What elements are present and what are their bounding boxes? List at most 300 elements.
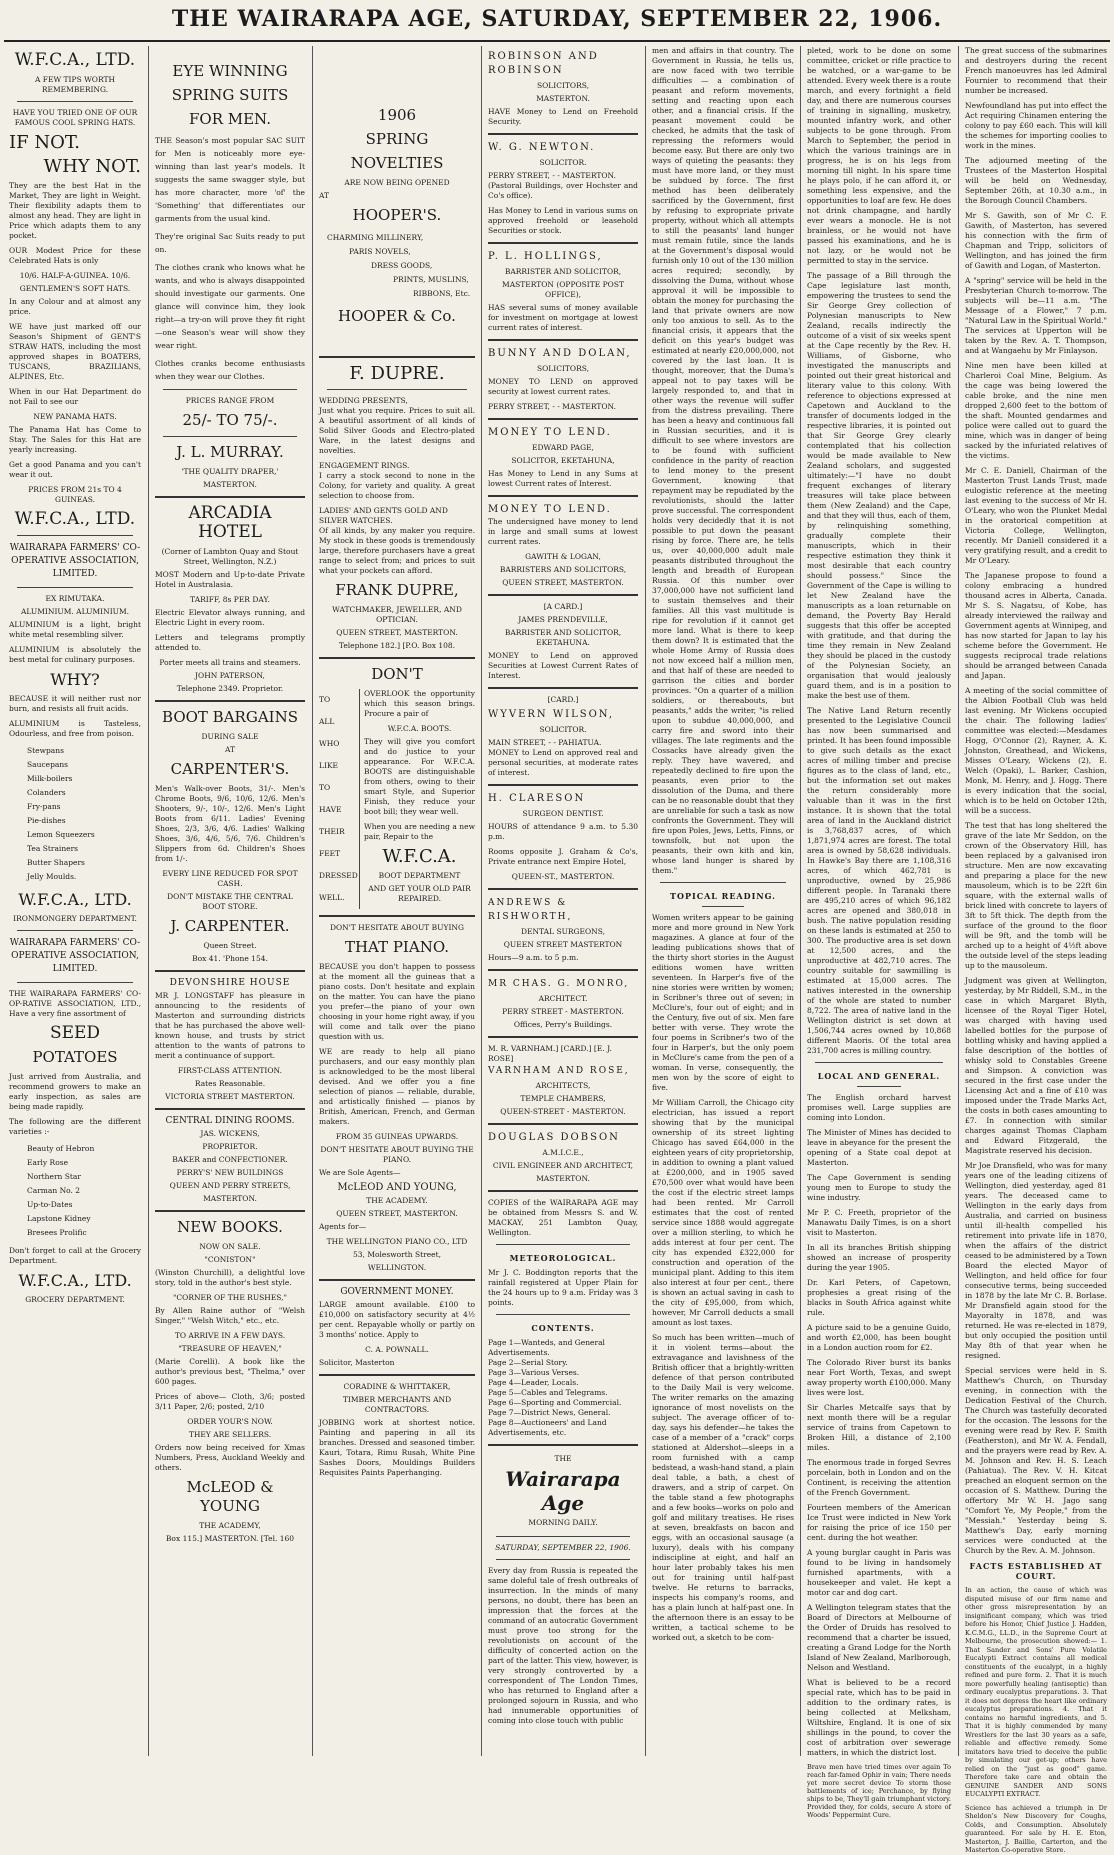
card-title: A.M.I.C.E.,	[542, 1148, 584, 1157]
card-name: ROBINSON AND ROBINSON	[488, 51, 599, 76]
professional-card	[488, 250, 638, 333]
article-text: Judgment was given at Wellington, yesterday, by Mr Riddell, S.M., in the case in which Margaret Blyth, licensee of the Royal Tiger Hotel, was charged with having used labelled bottles for the purpose of bottling whisky and having applied a false description of the bottles of whisky sold to Constables Greene and Simpson. A conviction was secured in the first case under the Licensing Act and a fine of £10 was imposed under the Trade Marks Act, the costs in both cases amounting to £7. In connection with similar charges against Thomas Clapham and Edward Fitzgerald, the Magistrate reserved his decision.	[965, 976, 1107, 1155]
card-name: MR CHAS. G. MONRO,	[488, 979, 630, 989]
divider	[488, 1190, 638, 1192]
ad-text: AND GET YOUR OLD PAIR REPAIRED.	[368, 884, 471, 903]
ad-heading: DON'T	[371, 665, 423, 683]
divider	[327, 389, 467, 390]
ad-text: Porter meets all trains and steamers.	[159, 658, 301, 667]
leader-date: SATURDAY, SEPTEMBER 22, 1906.	[495, 1543, 631, 1552]
ad-text: Men's Walk-over Boots, 31/-. Men's Chrome Boots, 9/6, 10/6, 12/6. Men's Shooters, 9/-, 10/-, 12/6. Men's Light Boots from 6/11. Ladies' Evening Shoes, 2/3, 3/6, 4/6. Ladies' Walking Shoes, 3/6, 4/6, 5/6, 7/6. Children's Slippers from 6d. Children's Shoes from 1/-.	[155, 784, 305, 863]
list-item: Up-to-Dates	[27, 1200, 73, 1209]
ad-text: FIRST-CLASS ATTENTION.	[178, 1066, 282, 1075]
ad-heading: NOVELTIES	[350, 154, 444, 172]
article-text: Mr Joe Dransfield, who was for many years one of the leading citizens of Wellington, died yesterday, aged 81 years. The deceased came to Wellington in the early days from Australia, and carried on business until ill-health compelled his retirement into private life in 1870, when the affairs of the district ceased to be administered by a Town Board the elected Mayor of Wellington, and held office for four consecutive terms, being succeeded in 1878 by the late Mr C. B. Borlase. Mr Dransfield again stood for the Mayoralty in 1878, and was returned. He was re-elected in 1879, but only occupied the position until May 8th of that year when he resigned.	[965, 1161, 1107, 1360]
card-location: QUEEN-ST., MASTERTON.	[511, 872, 615, 881]
divider	[496, 1244, 630, 1245]
divider	[17, 930, 133, 931]
card-text: MONEY to Lend on approved Securities at Lowest Current Rates of Interest.	[488, 651, 638, 680]
card-text: (Pastoral Buildings, over Hochster and Co's office).	[488, 181, 638, 200]
ad-heading: ARCADIA HOTEL	[188, 503, 272, 542]
card-name: P. L. HOLLINGS,	[488, 251, 603, 262]
professional-card	[488, 1131, 638, 1184]
ad-text: I carry a stock second to none in the Colony, for variety and quality. A great selection to choose from.	[319, 471, 475, 500]
contents-item: Page 3—Various Verses.	[488, 1368, 580, 1377]
item-list	[27, 744, 141, 884]
contents-item: Page 8—Auctioneers' and Land Advertisements, etc.	[488, 1418, 607, 1437]
ad-text: "CORNER OF THE RUSHES,"	[172, 1293, 288, 1302]
column-rule	[312, 46, 313, 1756]
ad-text: WE are ready to help all piano purchasers, and our easy monthly plan is acknowledged to be the most liberal devised. And we offer you a fine selection of pianos — reliable, durable, and artistically finished — pianos by British, American, French, and German makers.	[319, 1047, 475, 1126]
divider	[488, 594, 638, 596]
card-title: SURGEON DENTIST.	[522, 809, 604, 818]
article-text: The Cape Government is sending young men to Europe to study the wine industry.	[807, 1173, 951, 1202]
ad-text: BECAUSE you don't happen to possess at the moment all the guineas that a piano costs. Don't hesitate and explain on the matter. You can have the piano you prefer—the piano of your own choosing in your home right away, if you will come and talk over the piano question with us.	[319, 962, 475, 1041]
ad-heading: SEED	[49, 1023, 101, 1043]
list-item: Colanders	[27, 788, 66, 797]
ad-heading: SPRING SUITS	[171, 86, 289, 104]
column-rule	[481, 46, 482, 1756]
ad-text: (Marie Corelli). A book like the author's previous best, "Thelma," over 600 pages.	[155, 1357, 305, 1386]
professional-card	[488, 503, 638, 588]
ad-text: Queen Street.	[203, 941, 257, 950]
ad-heading: HOOPER'S.	[352, 206, 442, 224]
article-text: A "spring" service will be held in the Presbyterian Church to-morrow. The subjects will be—11 a.m. "The Message of a Flower," 7 p.m. "Natural Law in the Spiritual World." The services at Upperton will be taken by the Rev. A. T. Thompson, and at Wangaehu by Mr Finlayson.	[965, 276, 1107, 355]
ad-text: The following are the different varieties :-	[9, 1117, 141, 1136]
card-location: MAIN STREET, - - PAHIATUA.	[488, 738, 602, 747]
divider	[17, 535, 133, 536]
divider	[155, 496, 305, 498]
column-3	[314, 46, 480, 1756]
ad-subheading: PRICES RANGE FROM	[185, 396, 275, 405]
ad-text: FROM 35 GUINEAS UPWARDS.	[335, 1132, 459, 1141]
ad-text: (Winston Churchill), a delightful love story, told in the author's best style.	[155, 1268, 305, 1287]
column-5	[647, 46, 799, 1756]
section-heading: METEOROLOGICAL.	[509, 1253, 617, 1263]
list-item: RIBBONS, Etc.	[413, 289, 471, 298]
ad-text: Don't forget to call at the Grocery Department.	[9, 1246, 141, 1265]
ad-heading: 1906	[377, 106, 417, 124]
list-item: Butter Shapers	[27, 858, 85, 867]
ad-text: MASTERTON.	[203, 1194, 257, 1203]
article-text: Special services were held in S. Matthew's Church, on Thursday evening, in connection with the Dedication Festival of the Church. The Church was tastefully decorated for the occasion. The lessons for the evening were read by Rev. F. Smith (Featherston), and Mr W. A. Fendall, and the prayers were read by Rev. A. M. Johnson and Rev. H. S. Leach (Pahiatua). The Rev. V. H. Kitcat preached an eloquent sermon on the occasion of S. Matthew. During the offertory Mr W. H. Jago sang "Comfort Ye, My People," from the "Messiah." Yesterday being S. Matthew's Day, early morning services were conducted at the Church by the Rev. A. M. Johnson.	[965, 1366, 1107, 1555]
ad-text: Rates Reasonable.	[194, 1079, 266, 1088]
column-6	[802, 46, 956, 1819]
card-title: ARCHITECT.	[538, 994, 588, 1003]
card-location: MASTERTON.	[536, 1174, 590, 1183]
divider	[488, 687, 638, 689]
column-rule	[645, 46, 646, 1756]
ad-text: A FEW TIPS WORTH REMEMBERING.	[34, 75, 116, 94]
divider	[488, 1036, 638, 1038]
list-item: DRESS GOODS,	[371, 261, 433, 270]
ad-text: HAVE YOU TRIED ONE OF OUR FAMOUS COOL SPRING HATS.	[12, 108, 138, 127]
ad-subheading: CORADINE & WHITTAKER,	[343, 1382, 451, 1391]
card-title: SOLICITOR.	[539, 158, 587, 167]
article-text: In an action, the cause of which was disputed misuse of our firm name and other gross misrepresentation by an insignificant company, which was tried before his Honor, Chief Justice J. Hadden, K.C.M.G., LL.D., in the Supreme Court at Melbourne, the prosecution showed:— 1. That Sander and Sons' Pure Volatile Eucalypti Extract contains all medical constituents of the eucalypt, in a highly refined and pure form. 2. That it is much more powerfully healing (antiseptic) than ordinary eucalyptus preparations. 3. That it does not depress the heart like ordinary eucalyptus preparations. 4. That it contains no harmful ingredients, and 5. That it is highly commended by many Wrestlers for the last 30 years as a safe, reliable and effective remedy. Some imitators have tried to deceive the public by simulating our get-up; others have relied on the "just as good" game. Therefore take care and obtain the GENUINE SANDER AND SONS EUCALYPTI EXTRACT.	[965, 1586, 1107, 1798]
card-tag: [CARD.]	[547, 695, 579, 704]
card-location: SOLICITOR, EKETAHUNA,	[511, 456, 615, 465]
divider	[155, 1210, 305, 1212]
card-name: BUNNY AND DOLAN,	[488, 348, 632, 359]
ad-text: Agents for—	[319, 1222, 367, 1231]
article-text: Sir Charles Metcalfe says that by next month there will be a regular service of trains from Capetown to Broken Hill, a distance of 2,100 miles.	[807, 1403, 951, 1452]
ad-text: They will give you comfort and do justice to your appearance. For W.F.C.A. BOOTS are distinguishable from others, owing to their smart Style, and Superior Finish, they reduce your boot bill; they wear well.	[364, 737, 475, 816]
divider	[857, 1086, 901, 1087]
article-text: Mr C. E. Daniell, Chairman of the Masterton Trust Lands Trust, made eulogistic reference at the meeting last evening to the success of Mr H. O'Leary, who won the Plunket Medal in the oratorical competition at Victoria College, Wellington, recently. Mr Daniell considered it a very gratifying result, and a credit to Mr O'Leary.	[965, 466, 1107, 565]
ad-text: We are Sole Agents—	[319, 1168, 401, 1177]
card-location: PERRY STREET - MASTERTON.	[502, 1007, 624, 1016]
ad-text: THE ACADEMY,	[199, 1521, 261, 1530]
card-title: SOLICITORS,	[537, 81, 589, 90]
article-text: A young burglar caught in Paris was found to be living in handsomely furnished apartments, with a housekeeper and valet. He kept a motor car and dog cart.	[807, 1548, 951, 1597]
divider	[496, 1559, 630, 1560]
column-rule	[958, 46, 959, 1756]
divider	[163, 436, 297, 437]
card-name: VARNHAM AND ROSE,	[488, 1066, 630, 1076]
section-heading: FACTS ESTABLISHED AT COURT.	[969, 1561, 1103, 1581]
ad-subheading: WEDDING PRESENTS,	[319, 396, 408, 405]
ad-subheading: LADIES' AND GENTS GOLD AND SILVER WATCHES.	[319, 506, 448, 525]
divider	[319, 356, 475, 358]
ad-text: EVERY LINE REDUCED FOR SPOT CASH.	[162, 869, 298, 888]
card-title: DENTAL SURGEONS,	[521, 927, 605, 936]
side-word: TO	[319, 783, 331, 792]
divider	[319, 657, 475, 659]
card-location: QUEEN STREET, MASTERTON.	[502, 578, 624, 587]
wfca-heading: W.F.C.A., LTD.	[18, 890, 132, 909]
ad-text: JOBBING work at shortest notice. Painting and papering in all its branches. Dressed and seasoned timber. Kauri, Totara, Rimu Rusah, White Pine Sashes Doors, Mouldings Builders Requisites Paints Paperhanging.	[319, 1418, 475, 1477]
ad-subheading: W.F.C.A. BOOTS.	[387, 724, 452, 733]
column-1	[4, 46, 146, 1756]
divider	[488, 418, 638, 420]
article-text: pleted, work to be done on some committee, cricket or rifle practice to be watched, or a war-game to be attended. Every week there is a route march, and every fortnight a field day, and there are numerous courses of training in signalling, musketry, mounted infantry work, and other subjects to be gone through. From March to September, the period in which the various trainings are in progress, he is on his legs from morning till night. In his spare time he plays polo, if he can afford it, or something less expensive, and the opportunities to loaf are few. He does not drink champagne, and hardly ever wears a monocle. He is not brainless, or he would not have passed his examinations, and he is not lazy, or he would not be permitted to stay in the service.	[807, 46, 951, 265]
ad-text: Just arrived from Australia, and recommend growers to make an early inspection, as sales are being made rapidly.	[9, 1072, 141, 1111]
ad-text: WELLINGTON.	[367, 1263, 427, 1272]
nameplate-subtitle: MORNING DAILY.	[528, 1518, 598, 1527]
divider	[496, 1536, 630, 1537]
side-word: HAVE	[319, 805, 342, 814]
article-text: The enormous trade in forged Sevres porcelain, both in London and on the Continent, is receiving the attention of the French Government.	[807, 1458, 951, 1497]
ad-text: The Panama Hat has Come to Stay. The Sales for this Hat are yearly increasing.	[9, 425, 141, 454]
article-text: A picture said to be a genuine Guido, and worth £2,000, has been bought in a London auction room for £2.	[807, 1323, 951, 1352]
ad-text: Clothes cranks become enthusiasts when they wear our Clothes.	[155, 359, 305, 381]
card-tag: [A CARD.]	[543, 602, 583, 611]
column-7	[960, 46, 1112, 1854]
article-text: The adjourned meeting of the Trustees of the Masterton Hospital will be held on Wednesday, September 26th, at 10.30 a.m., in the Borough Council Chambers.	[965, 156, 1107, 205]
ad-text: DON'T MISTAKE THE CENTRAL BOOT STORE.	[167, 892, 293, 911]
ad-text: QUEEN STREET, MASTERTON.	[336, 628, 458, 637]
professional-card	[488, 792, 638, 882]
card-location: MASTERTON.	[536, 94, 590, 103]
list-item: Stewpans	[27, 746, 64, 755]
coop-heading: WAIRARAPA FARMERS' CO-OPERATIVE ASSOCIATION, LIMITED.	[9, 938, 141, 974]
ad-text: THEY ARE SELLERS.	[188, 1430, 272, 1439]
ad-heading: W.F.C.A.	[382, 846, 457, 867]
ad-text: Telephone 182.] [P.O. Box 108.	[338, 641, 456, 650]
article-text: Mr P. C. Freeth, proprietor of the Manawatu Daily Times, is on a short visit to Masterton.	[807, 1208, 951, 1237]
card-location: QUEEN STREET MASTERTON	[503, 940, 623, 949]
side-word: FEET	[319, 849, 341, 858]
ad-heading: FRANK DUPRE,	[335, 581, 459, 599]
ad-subheading: IRONMONGERY DEPARTMENT.	[13, 914, 137, 923]
card-title: EDWARD PAGE,	[532, 443, 594, 452]
divider	[488, 495, 638, 497]
article-text: Nine men have been killed at Charleroi Coal Mine, Belgium. As the cage was being lowered the cable broke, and the nine men dropped 2,600 feet to the bottom of the shaft. Mounted gendarmes and police were called out to guard the mine, which was in danger of being sacked by the infuriated relatives of the victims.	[965, 361, 1107, 460]
ad-text: Box 115.] MASTERTON. [Tel. 160	[165, 1534, 295, 1543]
card-location: PERRY STREET, - - MASTERTON.	[488, 402, 617, 411]
ad-price: PRICES FROM 21s TO 4 GUINEAS.	[28, 485, 122, 504]
list-item: PRINTS, MUSLINS,	[393, 275, 469, 284]
ad-text: DON'T HESITATE ABOUT BUYING	[330, 923, 464, 932]
ad-heading: WHY?	[50, 670, 100, 689]
divider	[319, 915, 475, 917]
wfca-heading: W.F.C.A., LTD.	[18, 1271, 132, 1290]
section-heading: CONTENTS.	[531, 1323, 595, 1333]
card-text: MONEY to Lend on approved real and personal securities, at moderate rates of interest.	[488, 748, 638, 777]
section-heading: TOPICAL READING.	[670, 891, 776, 901]
ad-text: JOHN PATERSON,	[195, 671, 265, 680]
article-text: The English orchard harvest promises well. Large supplies are coming into London.	[807, 1093, 951, 1122]
ad-heading: POTATOES	[32, 1048, 118, 1066]
divider	[496, 1314, 630, 1315]
article-text: Mr S. Gawith, son of Mr C. F. Gawith, of Masterton, has severed his connection with the firm of Chapman and Tripp, solicitors of Wellington, and has joined the firm of Gawith and Logan, of Masterton.	[965, 211, 1107, 270]
boot-ad-body	[359, 689, 475, 909]
ad-text: WATCHMAKER, JEWELLER, AND OPTICIAN.	[332, 605, 462, 624]
professional-card	[488, 977, 638, 1030]
ad-subheading: NEW PANAMA HATS.	[33, 412, 117, 421]
card-text: HOURS of attendance 9 a.m. to 5.30 p.m.	[488, 822, 638, 841]
side-word: ALL	[319, 717, 335, 726]
article-text: The Native Land Return recently presented to the Legislative Council has now been summarised and printed. It has been found impossible to give such details as the exact acres of milling timber and precise figures as to the class of land, etc., but the information set out makes the return considerably more valuable than it was in the first instance. It is shown that the total area of land in the Auckland district is 3,768,837 acres, of which 1,871,974 acres are forest. The total area is owned by 58,628 individuals. In Hawke's Bay there are 1,108,316 acres, of which 462,781 is unproductive, owned by 25,986 different people. In Taranaki there are 495,210 acres of which 96,182 acres are opened and 380,018 in bush. The native population residing on these lands is estimated at 250 to 300. The productive area is set down at 12,500 acres, and the unproductive at 482,710 acres. The country suitable for sawmilling is estimated at 15,000 acres. The natives interested in the ownership of the whole are stated to number 8,722. The area of native land in the Wellington district is set down at 1,506,744 acres owned by 10,868 different Maoris. Of the total area 231,700 acres is milling country.	[807, 706, 951, 1055]
card-title: GAWITH & LOGAN,	[525, 552, 601, 561]
divider	[155, 700, 305, 702]
side-word: WHO	[319, 739, 340, 748]
side-word: THEIR	[319, 827, 345, 836]
coop-heading: WAIRARAPA FARMERS' CO-OPERATIVE ASSOCIATION, LIMITED.	[9, 543, 141, 579]
professional-card	[488, 347, 638, 412]
divider	[488, 133, 638, 135]
contents-item: Page 2—Serial Story.	[488, 1358, 568, 1367]
wfca-boot-ad	[319, 689, 475, 909]
wfca-heading: W.F.C.A., LTD.	[14, 509, 136, 529]
ad-subheading: GOVERNMENT MONEY.	[340, 1287, 454, 1297]
list-item: CHARMING MILLINERY,	[327, 233, 424, 242]
ad-text: OUR Modest Price for these Celebrated Hats is only	[9, 246, 141, 265]
contents-item: Page 7—District News, General.	[488, 1408, 611, 1417]
ad-subheading: TARIFF, 8s PER DAY.	[190, 595, 270, 604]
professional-card	[488, 426, 638, 489]
ad-heading: J. CARPENTER.	[170, 917, 290, 935]
ad-text: ARE NOW BEING OPENED	[344, 178, 450, 187]
card-location: PERRY STREET, - - MASTERTON.	[488, 171, 617, 180]
article-text: The passage of a Bill through the Cape legislature last month, empowering the trustees to send the Sir George Grey collection of Polynesian manuscripts to New Zealand, recalls indirectly the outcome of a visit of six weeks spent at the Cape recently by the Rev. H. Williams, of Gisborne, who investigated the manuscripts and pointed out their great historical and literary value to this colony. With reference to objections expressed at Capetown and Auckland to the transfer of documents lodged in the respective libraries, it is pointed out that Sir George Grey clearly contemplated that his collection would be made available to New Zealand scholars, and suggested ultimately:—"I have no doubt frequent exchanges of literary treasures will take place between them (New Zealand) and the Cape, and that they will thus, each of them, by relinquishing something, gradually complete their manuscripts, which in their respective estimation they think it most desirable that each country should possess." Since the Government of the Cape is willing to let New Zealand have the manuscripts as a loan returnable on demand, the Poverty Bay Herald suggests that this offer be accepted with gratitude, and that during the time they remain in New Zealand they should be placed in the custody of the Polynesian Society, an organisation that would jealously guard them, and is in a position to make the best use of them.	[807, 271, 951, 700]
article-text: Science has achieved a triumph in Dr Sheldon's New Discovery for Coughs, Colds, and Consumption. Absolutely guaranteed. For sale by H. E. Eton, Masterton, J. Baillie, Carterton, and the Masterton Co-operative Store.	[965, 1803, 1107, 1854]
ad-text: DURING SALE	[201, 732, 259, 741]
divider	[319, 1374, 475, 1376]
ad-heading: SPRING	[365, 130, 429, 148]
ad-text: TO ARRIVE IN A FEW DAYS.	[174, 1331, 286, 1340]
professional-card	[488, 602, 638, 681]
ad-text: PROPRIETOR.	[202, 1142, 258, 1151]
ad-text: Of all kinds, by any maker you require. My stock in these goods is tremendously large, therefore purchasers have a great range to select from; and prices to suit what your pockets can afford.	[319, 526, 475, 575]
notice-text: COPIES of the WAIRARAPA AGE may be obtained from Messrs S. and W. MACKAY, 251 Lambton Quay, Wellington.	[488, 1198, 638, 1237]
card-title: SOLICITORS,	[537, 364, 589, 373]
section-heading: LOCAL AND GENERAL.	[817, 1071, 941, 1081]
list-item: Pie-dishes	[27, 816, 66, 825]
card-name: JAMES PRENDEVILLE,	[518, 615, 608, 624]
variety-list	[27, 1142, 141, 1240]
ad-text: C. A. POWNALL.	[365, 1345, 429, 1354]
ad-subheading: ALUMINIUM. ALUMINIUM.	[20, 607, 130, 616]
ad-heading: EYE WINNING	[172, 62, 288, 80]
contents-item: Page 5—Cables and Telegrams.	[488, 1388, 608, 1397]
ad-heading: BOOT BARGAINS	[162, 708, 298, 726]
card-text: Offices, Perry's Buildings.	[513, 1020, 613, 1029]
card-name: WYVERN WILSON,	[488, 709, 615, 720]
ad-text: BOOT DEPARTMENT	[378, 871, 461, 880]
ad-text: LARGE amount available. £100 to £10,000 on satisfactory security at 4½ per cent. Repayable wholly or partly on 3 months' notice. Apply to	[319, 1300, 475, 1339]
list-item: Bresees Prolific	[27, 1228, 87, 1237]
ad-text: Box 41. 'Phone 154.	[192, 954, 268, 963]
ad-text: THE WAIRARAPA FARMERS' CO-OP-RATIVE ASSOCIATION, LTD., Have a very fine assortment of	[9, 989, 141, 1018]
card-name: MONEY TO LEND.	[488, 427, 612, 438]
ad-text: They're original Sac Suits ready to put on.	[155, 232, 305, 254]
age-nameplate	[488, 1454, 638, 1528]
ad-text: AT	[319, 191, 330, 200]
card-title: BARRISTER AND SOLICITOR,	[504, 267, 622, 276]
ad-heading: THAT PIANO.	[344, 938, 450, 956]
list-item: Milk-boilers	[27, 774, 73, 783]
side-word: TO	[319, 695, 331, 704]
contents-item: Page 1—Wanteds, and General Advertisements.	[488, 1338, 605, 1357]
ad-text: QUEEN AND PERRY STREETS,	[169, 1181, 291, 1190]
article-text: Newfoundland has put into effect the Act requiring Chinamen entering the colony to pay £60 each. This will kill the schemes for importing coolies to work in the mines.	[965, 101, 1107, 150]
ad-text: When you are needing a new pair, Repair to the	[364, 822, 475, 841]
divider	[488, 242, 638, 244]
card-name: H. CLARESON	[488, 793, 586, 804]
ad-text: Solicitor, Masterton	[319, 1358, 395, 1367]
side-word: DRESSED	[319, 871, 358, 880]
divider	[163, 389, 297, 390]
article-text: Fourteen members of the American Ice Trust were indicted in New York for raising the price of ice 150 per cent. during the hot weather.	[807, 1503, 951, 1542]
divider	[488, 339, 638, 341]
side-words	[319, 689, 359, 909]
masthead: THE WAIRARAPA AGE, SATURDAY, SEPTEMBER 22, 1906.	[171, 6, 943, 32]
list-item: Saucepans	[27, 760, 69, 769]
ad-text: THE ACADEMY.	[366, 1196, 428, 1205]
ad-text: BECAUSE it will neither rust nor burn, and resists all fruit acids.	[9, 694, 141, 713]
divider	[319, 1279, 475, 1281]
article-text: Mr William Carroll, the Chicago city electrician, has issued a report showing that by the municipal ownership of its street lighting Chicago has saved £64,000 in the eighteen years of city proprietorship, in addition to owning a plant valued at £200,000, and in 1905 saved £70,500 over what would have been the cost if the electric street lamps had been rented. Mr Carroll estimates that the cost of rented service since 1888 would aggregate over a million sterling, to which he adds interest at four per cent. The city has expended £322,000 for construction and operation of the municipal plant. Adding to this item also interest at four per cent., there is shown an actual saving in cash to the city of £95,000, from which, however, Mr Carroll deducts a small amount as lost taxes.	[652, 1098, 794, 1327]
ad-text: 'THE QUALITY DRAPER,'	[181, 467, 279, 476]
card-tag: M. R. VARNHAM.] [CARD.] [E. J. ROSE]	[488, 1044, 612, 1063]
ad-heading: WHY NOT.	[43, 156, 141, 177]
ad-text: Just what you require. Prices to suit all. A beautiful assortment of all kinds of Solid Silver Goods and Electro-plated Ware, in the latest designs and novelties.	[319, 406, 475, 455]
card-name: DOUGLAS DOBSON	[488, 1132, 620, 1143]
list-item: Jelly Moulds.	[27, 872, 77, 881]
article-text: A Wellington telegram states that the Board of Directors at Melbourne of the Order of Druids has resolved to recommend that a charter be issued, creating a Grand Lodge for the North Island of New Zealand, Marlborough, Nelson and Westland.	[807, 1603, 951, 1672]
card-text: HAS several sums of money available for investment on mortgage at lowest current rates of interest.	[488, 303, 638, 332]
ad-text: Get a good Panama and you can't wear it out.	[9, 460, 141, 479]
article-text: Women writers appear to be gaining more and more ground in New York magazines. A glance at four of the leading publications shows that of the thirty short stories in the August editions women have written seventeen. In Harper's five of the nine stories were written by women; in Scribner's three out of seven; in McClure's, four out of eight; and in the Century, five out of six. Men fare better with verse. They wrote the four poems in Scribner's two of the four in Harper's, but the only poem in McClure's came from the pen of a woman. In verse, consequently, the men won by the score of eight to five.	[652, 913, 794, 1092]
ad-text: ALUMINIUM is absolutely the best metal for culinary purposes.	[9, 645, 141, 664]
ad-subheading: GROCERY DEPARTMENT.	[25, 1295, 125, 1304]
ad-text: In any Colour and at almost any price.	[9, 297, 141, 316]
ad-heading: CARPENTER'S.	[170, 760, 290, 778]
card-text: HAVE Money to Lend on Freehold Security.	[488, 107, 638, 126]
ad-text: Prices of above— Cloth, 3/6; posted 3/11 Paper, 2/6; posted, 2/10	[155, 1392, 305, 1411]
card-title: BARRISTERS AND SOLICITORS,	[499, 565, 627, 574]
ad-text: PERRY'S' NEW BUILDINGS	[176, 1168, 284, 1177]
article-text: The Japanese propose to found a colony embracing a hundred thousand acres in Alberta, Canada. Mr S. S. Nagatsu, of Kobe, has already interviewed the railway and Government agents at Winnipeg, and has now started for Japan to lay his scheme before the Government. He suggests reciprocal trade relations should be arranged between Canada and Japan.	[965, 571, 1107, 680]
ad-text: QUEEN STREET, MASTERTON.	[336, 1209, 458, 1218]
ad-price: 10/6. HALF-A-GUINEA. 10/6.	[19, 271, 131, 280]
ad-text: THE Season's most popular SAC SUIT for Men is noticeably more eye-winning than last year's models. It suggests the same swagger style, but has more character, more 'of' the 'Something' that differentiates our garments from the usual kind.	[155, 136, 305, 223]
ad-text: When in our Hat Department do not Fail to see our	[9, 387, 141, 406]
card-name: ANDREWS & RISHWORTH,	[488, 898, 573, 922]
ad-text: BAKER and CONFECTIONER.	[172, 1155, 288, 1164]
ad-text: Letters and telegrams promptly attended to.	[155, 633, 305, 652]
article-text: Every day from Russia is repeated the same doleful tale of fresh outbreaks of insurrection. In the minds of many persons, no doubt, there has been an impression that the forces at the command of an autocratic Government must prove too strong for the revolutionists on account of the difficulty of concerted action on the part of the latter. This view, however, is very strongly controverted by a correspondent of The London Times, who has returned to England after a prolonged sojourn in Russia, and who had innumerable opportunities of coming into close touch with public	[488, 1566, 638, 1725]
divider	[17, 982, 133, 983]
ad-text: MOST Modern and Up-to-date Private Hotel in Australasia.	[155, 570, 305, 589]
ad-text: OVERLOOK the opportunity which this season brings. Procure a pair of	[364, 689, 475, 718]
ad-text: "CONISTON"	[204, 1255, 256, 1264]
article-text: The great success of the submarines and destroyers during the recent French manoeuvres has led Admiral Fournier to recommend that their number be increased.	[965, 46, 1107, 95]
list-item: Lapstone Kidney	[27, 1214, 91, 1223]
ad-text: 53, Molesworth Street,	[353, 1250, 441, 1259]
article-text: The test that has long sheltered the grave of the late Mr Seddon, on the crown of the Observatory Hill, has been replaced by a galvanised iron structure. Men are now excavating and preparing a place for the new mausoleum, which is to be 22ft 6in square, with the external walls of brick lined with concrete to layers of 3ft to 5ft thick. The depth from the surface of the ground to the floor will be 9ft, and the tomb will be arched up to a height of 4½ft above the outside level of the steps leading up to the mausoleum.	[965, 821, 1107, 970]
ad-text: Electric Elevator always running, and Electric Light in every room.	[155, 608, 305, 627]
card-text: The undersigned have money to lend in large and small sums at lowest current rates.	[488, 517, 638, 546]
side-word: WELL.	[319, 893, 345, 902]
nameplate-the: THE	[554, 1454, 572, 1463]
list-item: Lemon Squeezers	[27, 830, 95, 839]
article-text: Dr. Karl Peters, of Capetown, prophesies a great rising of the blacks in South Africa against white rule.	[807, 1278, 951, 1317]
masthead-rule	[4, 40, 1110, 42]
contents-item: Page 6—Sporting and Commercial.	[488, 1398, 622, 1407]
ad-subheading: EX RIMUTAKA.	[45, 594, 105, 603]
divider	[155, 970, 305, 972]
ad-subheading: DEVONSHIRE HOUSE	[169, 978, 291, 988]
card-title: BARRISTER AND SOLICITOR, EKETAHUNA.	[504, 628, 622, 647]
ad-subheading: GENTLEMEN'S SOFT HATS.	[19, 284, 131, 293]
divider	[488, 1444, 638, 1446]
ad-text: THE WELLINGTON PIANO CO., LTD	[326, 1237, 468, 1246]
professional-card	[488, 141, 638, 236]
article-text: So much has been written—much of it in violent terms—about the extravagance and lavishness of the British officer that a brightly-written defence of that person contributed to the Daily Mail is very welcome. The writer remarks on the amazing ignorance of most novelists on the subject. The average officer of to-day, says his defender—he takes the case of a member of a "crack" corps stationed at Aldershot—sleeps in a room furnished with a camp bedstead, a wash-hand stand, a plain deal table, a bath, a chest of drawers, and a strip of carpet. On the table stand a few photographs and a few books—works on polo and golf and military treatises. He rises at seven, breakfasts on bacon and eggs, with an occasional sausage (a luxury), deals with his company indiscipline at eight, and half an hour later probably takes his men out for training until half-past twelve. He returns to barracks, inspects his company's rooms, and has a plain lunch at half-past one. In the afternoon there is an essay to be written, a tactical scheme to be worked out, a sketch to be com-	[652, 1333, 794, 1642]
contents-item: Page 4—Leader, Locals.	[488, 1378, 579, 1387]
divider	[815, 1062, 943, 1063]
article-text: What is believed to be a record special rate, which has to be paid in addition to the ordinary rates, is being collected at Melksham, Wiltshire, England. It is one of six shillings in the pound, to cover the cost of arbitration over sewerage matters, in which the district lost.	[807, 1678, 951, 1757]
ad-text: MR J. LONGSTAFF has pleasure in announcing to the residents of Masterton and surrounding districts that he has purchased the above well-known house, and trusts by strict attention to the wants of patrons to merit a continuance of support.	[155, 991, 305, 1060]
professional-card	[488, 896, 638, 963]
list-item: Carman No. 2	[27, 1186, 81, 1195]
card-title: CIVIL ENGINEER AND ARCHITECT,	[492, 1161, 634, 1170]
list-item: Tea Strainers	[27, 844, 79, 853]
goods-list	[327, 231, 475, 301]
ad-subheading: ENGAGEMENT RINGS.	[319, 461, 410, 470]
card-location: QUEEN-STREET - MASTERTON.	[500, 1107, 626, 1116]
ad-heading: HOOPER & Co.	[338, 307, 456, 325]
card-name: W. G. NEWTON.	[488, 142, 596, 153]
ad-text: ALUMINIUM is a light, bright white metal resembling silver.	[9, 620, 141, 639]
divider	[488, 1123, 638, 1125]
list-item: Beauty of Hebron	[27, 1144, 95, 1153]
ad-subheading: CENTRAL DINING ROOMS.	[165, 1116, 295, 1126]
card-title: SOLICITOR.	[539, 725, 587, 734]
